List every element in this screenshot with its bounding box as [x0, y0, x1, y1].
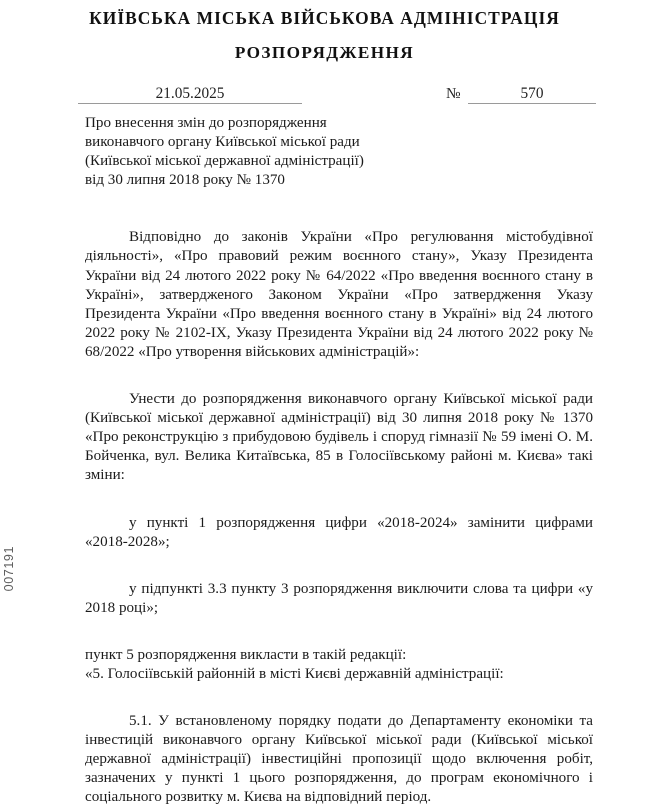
document-body [85, 114, 593, 808]
document-type-heading: РОЗПОРЯДЖЕННЯ [234, 43, 415, 62]
page-title: КИЇВСЬКА МІСЬКА ВІЙСЬКОВА АДМІНІСТРАЦІЯ [89, 8, 560, 28]
document-meta-row [0, 84, 649, 110]
subject-line-4: від 30 липня 2018 року № 1370 [85, 172, 285, 189]
margin-registration-stamp: 007191 [2, 546, 16, 592]
subject-line-1: Про внесення змін до розпорядження [85, 115, 327, 131]
document-number-field: 570 [468, 84, 596, 104]
subject-line-3: (Київської міської державної адміністрації) [85, 153, 364, 170]
number-symbol-label: № [446, 85, 461, 102]
spacer [85, 684, 593, 712]
spacer [85, 618, 593, 646]
amendment-clause-3-quote: «5. Голосіївській районній в місті Києві державній адміністрації: [85, 665, 504, 682]
subject-line-2: виконавчого органу Київської міської ради [85, 134, 360, 151]
spacer [85, 552, 593, 580]
spacer [85, 362, 593, 390]
amendment-clause-1: у пункті 1 розпорядження цифри «2018-2024» замінити цифрами «2018-2028»; [85, 514, 593, 550]
preamble-paragraph: Відповідно до законів України «Про регулювання містобудівної діяльності», «Про правовий режим воєнного стану», Указу Президента України від 24 лютого 2022 року № 64/2022 «Про введення воєнного стану в Україні», затвердженого Законом України «Про затвердження Указу Президента України «Про введення воєнного стану в Україні» від 24 лютого 2022 року № 2102-IX, Указу Президента України від 24 лютого 2022 року № 68/2022 «Про утворення військових адміністрацій»: [85, 229, 593, 360]
operative-paragraph: Унести до розпорядження виконавчого органу Київської міської ради (Київської міської державної адміністрації) від 30 липня 2018 року № 1370 «Про реконструкцію з прибудовою будівель і споруд гімназії № 59 імені О. М. Бойченка, вул. Велика Китаївська, 85 в Голосіївському районі м. Києва» такі зміни: [85, 391, 593, 484]
subject-block [85, 114, 445, 190]
spacer [85, 190, 593, 228]
subclause-5-1-paragraph: 5.1. У встановленому порядку подати до Департаменту економіки та інвестицій виконавчого органу Київської міської ради (Київської міської державної адміністрації) інвестиційні пропозиції щодо включення робіт, зазначених у пункті 1 цього розпорядження, до програм економічного і соціального розвитку м. Києва на відповідний період. [85, 713, 593, 806]
document-date-field: 21.05.2025 [78, 84, 302, 104]
spacer [85, 486, 593, 514]
amendment-clause-3-lead: пункт 5 розпорядження викласти в такій редакції: [85, 646, 407, 663]
amendment-clause-2: у підпункті 3.3 пункту 3 розпорядження виключити слова та цифри «у 2018 році»; [85, 580, 593, 616]
